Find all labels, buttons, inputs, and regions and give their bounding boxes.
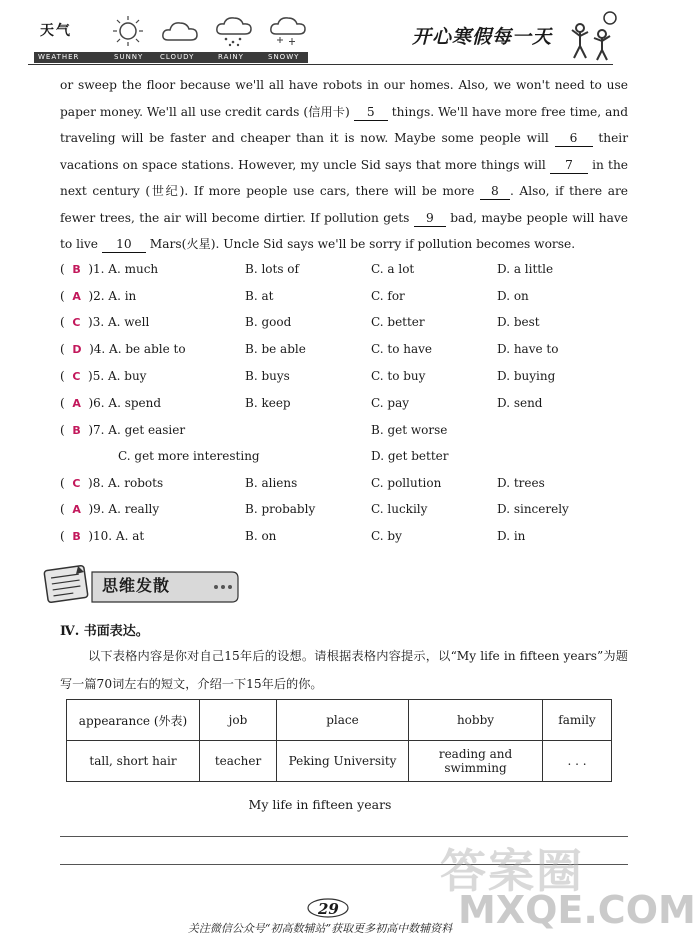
answer-paren: ( A )6. A. spend bbox=[60, 396, 162, 410]
blank-9: 9 bbox=[414, 210, 446, 227]
option-a: )7. A. get easier bbox=[88, 423, 186, 437]
option-b: B. probably bbox=[245, 502, 316, 516]
table-header-cell: place bbox=[277, 700, 409, 741]
answer-paren: ( A )9. A. really bbox=[60, 502, 160, 516]
kids-playing-icon bbox=[560, 8, 620, 64]
option-c: C. a lot bbox=[371, 262, 415, 276]
question-row bbox=[60, 420, 620, 440]
cloze-passage bbox=[60, 72, 628, 258]
table-cell: . . . bbox=[543, 741, 612, 782]
table-header-cell: job bbox=[200, 700, 277, 741]
table-header-cell: hobby bbox=[409, 700, 543, 741]
weather-label: 天气 bbox=[40, 23, 72, 39]
question-row bbox=[60, 286, 620, 306]
blank-5: 5 bbox=[354, 104, 388, 121]
answer-letter: A bbox=[72, 290, 81, 303]
watermark-logo: 答案圈 bbox=[440, 844, 584, 898]
snow-icon bbox=[268, 14, 308, 48]
answer-paren: ( C )8. A. robots bbox=[60, 476, 164, 490]
passage-text: their vacations on space stations. However, my uncle Sid says that more things will bbox=[60, 131, 629, 172]
answer-paren: ( C )3. A. well bbox=[60, 315, 150, 329]
option-c: C. to buy bbox=[371, 369, 426, 383]
weather-words-bar bbox=[34, 52, 308, 63]
option-a: )4. A. be able to bbox=[89, 342, 186, 356]
answer-paren: ( B )10. A. at bbox=[60, 529, 145, 543]
option-a: )9. A. really bbox=[88, 502, 160, 516]
passage-text: bad, maybe people will have to live bbox=[60, 210, 628, 251]
option-a: )8. A. robots bbox=[88, 476, 164, 490]
option-d: D. trees bbox=[497, 476, 545, 490]
passage-text: things. We'll have more free time, and traveling will be faster and cheaper than it is now. Maybe some people will bbox=[60, 104, 629, 145]
option-d: D. get better bbox=[371, 449, 449, 463]
blank-10: 10 bbox=[102, 236, 146, 253]
question-row bbox=[60, 499, 620, 519]
option-b: B. at bbox=[245, 289, 274, 303]
option-b: B. good bbox=[245, 315, 292, 329]
weather-word: SUNNY bbox=[114, 53, 144, 61]
option-d: D. have to bbox=[497, 342, 559, 356]
rain-icon bbox=[214, 14, 254, 48]
option-d: D. a little bbox=[497, 262, 554, 276]
option-a: )5. A. buy bbox=[88, 369, 147, 383]
answer-letter: C bbox=[72, 370, 81, 383]
option-a: )1. A. much bbox=[88, 262, 159, 276]
answer-letter: B bbox=[72, 263, 81, 276]
option-b: B. aliens bbox=[245, 476, 298, 490]
option-c: C. luckily bbox=[371, 502, 428, 516]
footer-note: 关注微信公众号“初高数辅站”获取更多初高中数辅资料 bbox=[187, 922, 453, 935]
option-c: C. get more interesting bbox=[118, 449, 260, 463]
option-d: D. in bbox=[497, 529, 526, 543]
sun-icon bbox=[108, 14, 148, 48]
answer-letter: C bbox=[72, 316, 81, 329]
answer-paren: ( C )5. A. buy bbox=[60, 369, 147, 383]
option-c: C. better bbox=[371, 315, 425, 329]
section-banner-title: 思维发散 bbox=[102, 576, 171, 595]
option-b: B. keep bbox=[245, 396, 291, 410]
option-c: C. pay bbox=[371, 396, 409, 410]
answer-letter: B bbox=[72, 530, 81, 543]
option-b: B. get worse bbox=[371, 423, 448, 437]
option-c: C. to have bbox=[371, 342, 433, 356]
answer-paren: ( B )1. A. much bbox=[60, 262, 159, 276]
option-a: )3. A. well bbox=[88, 315, 150, 329]
watermark-url: MXQE.COM bbox=[458, 888, 696, 932]
option-a: )6. A. spend bbox=[88, 396, 162, 410]
answer-letter: B bbox=[72, 424, 81, 437]
brand-title: 开心寒假每一天 bbox=[412, 26, 553, 48]
blank-7: 7 bbox=[550, 157, 588, 174]
option-d: D. best bbox=[497, 315, 540, 329]
option-d: D. on bbox=[497, 289, 529, 303]
weather-word: RAINY bbox=[218, 53, 244, 61]
table-header-cell: family bbox=[543, 700, 612, 741]
table-cell: teacher bbox=[200, 741, 277, 782]
option-d: D. send bbox=[497, 396, 543, 410]
table-cell: tall, short hair bbox=[67, 741, 200, 782]
question-row bbox=[60, 526, 620, 546]
page-number: 29 bbox=[318, 900, 339, 918]
option-d: D. buying bbox=[497, 369, 556, 383]
answer-paren: ( D )4. A. be able to bbox=[60, 342, 186, 356]
table-row bbox=[67, 741, 612, 782]
question-row bbox=[60, 473, 620, 493]
header-rule bbox=[28, 64, 613, 65]
weather-word: CLOUDY bbox=[160, 53, 195, 61]
answer-letter: C bbox=[72, 477, 81, 490]
answer-letter: D bbox=[72, 343, 82, 356]
question-row bbox=[60, 312, 620, 332]
table-cell: reading and swimming bbox=[409, 741, 543, 782]
option-b: B. lots of bbox=[245, 262, 299, 276]
question-row bbox=[60, 366, 620, 386]
option-b: B. be able bbox=[245, 342, 306, 356]
essay-title: My life in fifteen years bbox=[248, 797, 392, 812]
answer-letter: A bbox=[72, 397, 81, 410]
table-cell: Peking University bbox=[277, 741, 409, 782]
option-a: )10. A. at bbox=[88, 529, 145, 543]
option-b: B. buys bbox=[245, 369, 290, 383]
question-row bbox=[60, 393, 620, 413]
option-d: D. sincerely bbox=[497, 502, 569, 516]
option-c: C. pollution bbox=[371, 476, 442, 490]
blank-6: 6 bbox=[555, 130, 593, 147]
option-a: )2. A. in bbox=[88, 289, 137, 303]
section-4-heading: Ⅳ. 书面表达。 bbox=[60, 624, 149, 639]
table-header-cell: appearance (外表) bbox=[67, 700, 200, 741]
question-row-continued bbox=[60, 446, 620, 466]
cloud-icon bbox=[160, 14, 200, 48]
answer-letter: A bbox=[72, 503, 81, 516]
passage-text: in the next century (世纪). If more people use cars, there will be more bbox=[60, 157, 629, 198]
weather-word: SNOWY bbox=[268, 53, 300, 61]
plan-table bbox=[66, 699, 612, 782]
option-c: C. for bbox=[371, 289, 405, 303]
option-b: B. on bbox=[245, 529, 277, 543]
weather-word: WEATHER bbox=[38, 53, 80, 61]
passage-text: . Also, if there are fewer trees, the air will become dirtier. If pollution gets bbox=[60, 184, 628, 225]
question-row bbox=[60, 339, 620, 359]
option-c: C. by bbox=[371, 529, 402, 543]
passage-text: or sweep the floor because we'll all have robots in our homes. Also, we won't need to use paper money. We'll all use credit cards (信用卡) bbox=[60, 78, 628, 119]
blank-8: 8 bbox=[480, 183, 510, 200]
passage-text: Mars(火星). Uncle Sid says we'll be sorry if pollution becomes worse. bbox=[149, 237, 576, 251]
question-row bbox=[60, 259, 620, 279]
answer-paren: ( A )2. A. in bbox=[60, 289, 137, 303]
table-header-row bbox=[67, 700, 612, 741]
writing-instructions: 以下表格内容是你对自己15年后的设想。请根据表格内容提示，以“My life in fifteen years”为题写一篇70词左右的短文，介绍一下15年后的你。 bbox=[60, 649, 628, 691]
answer-paren: ( B )7. A. get easier bbox=[60, 423, 186, 437]
